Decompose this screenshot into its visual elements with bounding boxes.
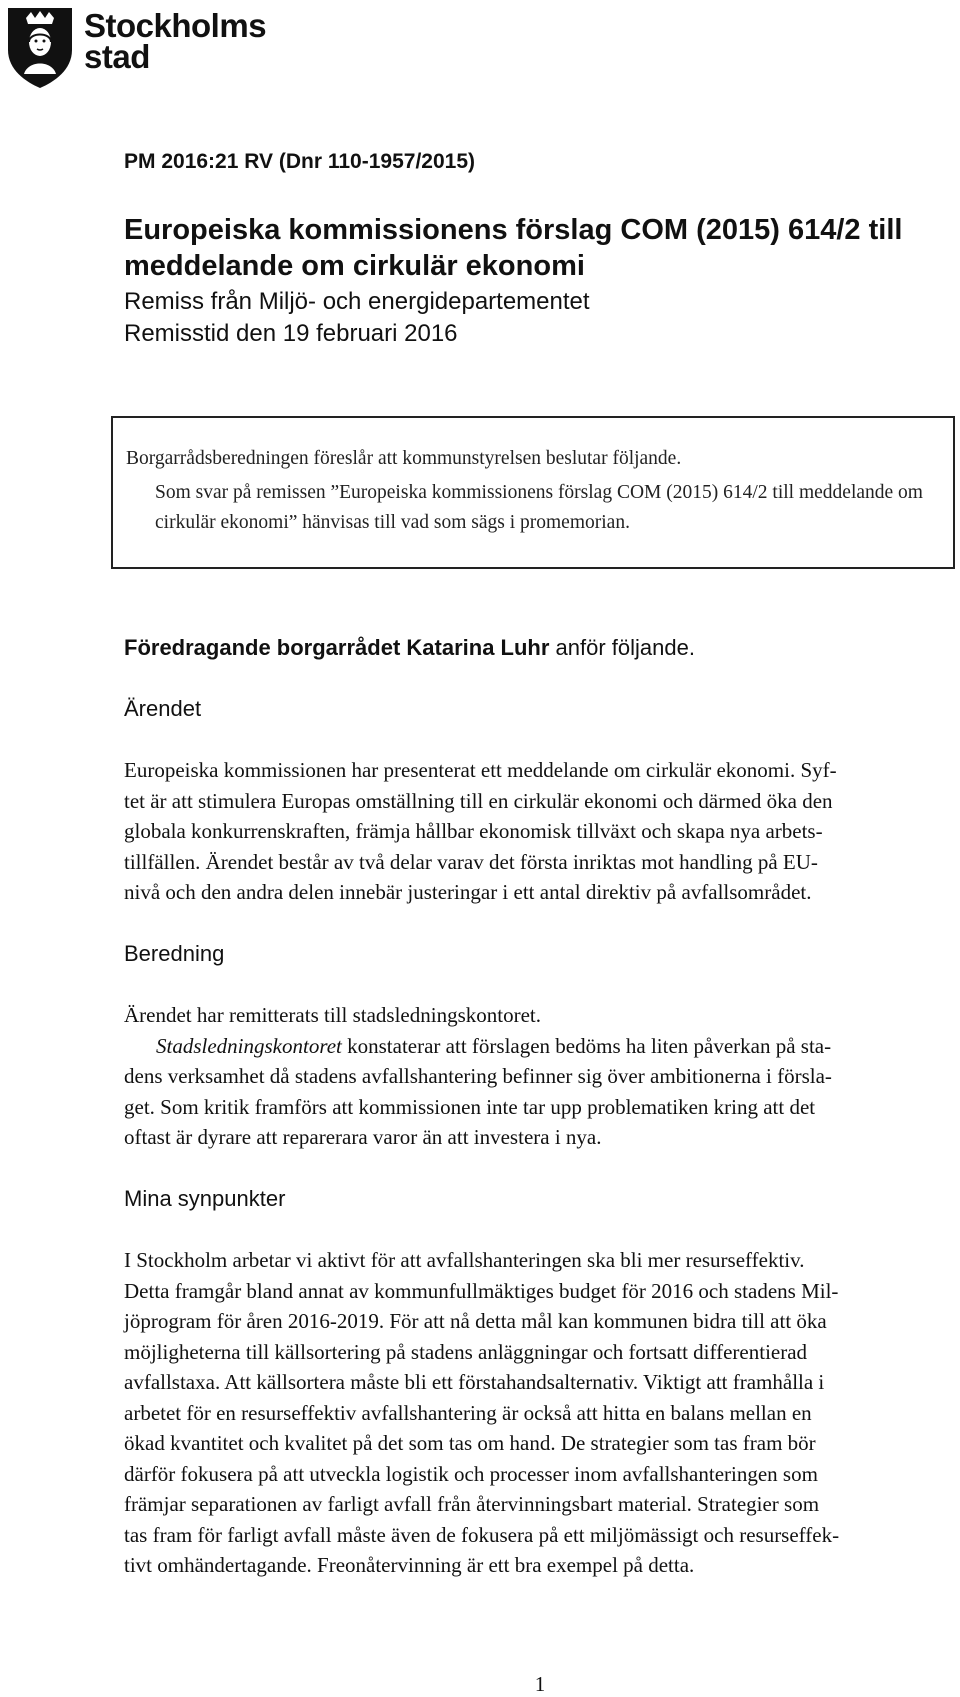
text-line: arbetet för en resurseffektiv avfallshantering är också att hitta en balans mellan en [124, 1400, 812, 1425]
subtitle-remiss: Remiss från Miljö- och energidepartementet [124, 288, 590, 315]
text-line: dens verksamhet då stadens avfallshantering befinner sig över ambitionerna i försla- [124, 1064, 832, 1088]
text-line: jöprogram för åren 2016-2019. För att nå detta mål kan kommunen bidra till att öka [124, 1309, 827, 1333]
document-title: Europeiska kommissionens förslag COM (2015) 614/2 till meddelande om cirkulär ekonomi [124, 214, 903, 282]
text-line: avfallstaxa. Att källsortera måste bli ett förstahandsalternativ. Viktigt att framhålla i [124, 1370, 825, 1394]
decision-box [111, 416, 955, 569]
text-line: oftast är dyrare att reparerara varor än att investera i nya. [124, 1125, 602, 1149]
subtitle-remisstid: Remisstid den 19 februari 2016 [124, 320, 458, 347]
presenter-name: Föredragande borgarrådet Katarina Luhr [124, 635, 550, 660]
heading-arendet: Ärendet [124, 696, 202, 721]
presenter-line [124, 635, 695, 661]
text-line: tivt omhändertagande. Freonåtervinning är ett bra exempel på detta. [124, 1553, 695, 1577]
presenter-rest: anför följande. [549, 635, 695, 660]
text-line: Ärendet har remitterats till stadsledningskontoret. [124, 1003, 541, 1027]
text-line: möjligheterna till källsortering på stadens anläggningar och fortsatt differentierad [124, 1339, 808, 1364]
paragraph-arendet [124, 755, 944, 908]
stockholms-stad-logo [4, 4, 284, 94]
heading-beredning: Beredning [124, 941, 225, 966]
text-line: ökad kvantitet och kvalitet på det som tas om hand. De strategier som tas fram bör [124, 1431, 816, 1455]
heading-mina-synpunkter: Mina synpunkter [124, 1186, 286, 1211]
text-line: tas fram för farligt avfall måste även de fokusera på ett miljömässigt och resurseffek- [124, 1522, 840, 1547]
paragraph-beredning [124, 1000, 944, 1153]
text-line: Detta framgår bland annat av kommunfullmäktiges budget för 2016 och stadens Mil- [124, 1278, 839, 1303]
text-line: globala konkurrenskraften, främja hållbar ekonomisk tillväxt och skapa nya arbets- [124, 819, 823, 843]
decision-body: Som svar på remissen ”Europeiska kommissionens förslag COM (2015) 614/2 till meddelande om cirkulär ekonomi” hänvisas till vad som sägs i promemorian. [155, 482, 923, 533]
text-line [124, 1031, 944, 1062]
text-line: get. Som kritik framförs att kommissionen inte tar upp problematiken kring att det [124, 1094, 816, 1119]
text-line: I Stockholm arbetar vi aktivt för att avfallshanteringen ska bli mer resurseffektiv. [124, 1248, 805, 1272]
pm-number: PM 2016:21 RV (Dnr 110-1957/2015) [124, 150, 475, 173]
logo-wordmark [84, 7, 267, 75]
italic-term: Stadsledningskontoret [156, 1033, 342, 1058]
decision-intro: Borgarrådsberedningen föreslår att kommunstyrelsen beslutar följande. [126, 448, 682, 469]
text-line: Europeiska kommissionen har presenterat ett meddelande om cirkulär ekonomi. Syf- [124, 758, 837, 782]
text-line: därför fokusera på att utveckla logistik och processer inom avfallshanteringen som [124, 1461, 818, 1486]
page-number: 1 [534, 1672, 546, 1696]
text-fragment: konstaterar att förslagen bedöms ha liten påverkan på sta- [341, 1033, 832, 1058]
text-line: tet är att stimulera Europas omställning till en cirkulär ekonomi och därmed öka den [124, 788, 833, 813]
stockholm-crest-icon [4, 4, 76, 90]
logo-line-2: stad [84, 38, 150, 75]
logo-line-1: Stockholms [84, 7, 267, 44]
paragraph-synpunkter [124, 1245, 944, 1581]
text-line: nivå och den andra delen innebär justeringar i ett antal direktiv på avfallsområdet. [124, 880, 812, 904]
text-line: främjar separationen av farligt avfall från återvinningsbart material. Strategier som [124, 1492, 820, 1516]
text-line: tillfällen. Ärendet består av två delar varav det första inriktas mot handling på EU- [124, 849, 818, 874]
